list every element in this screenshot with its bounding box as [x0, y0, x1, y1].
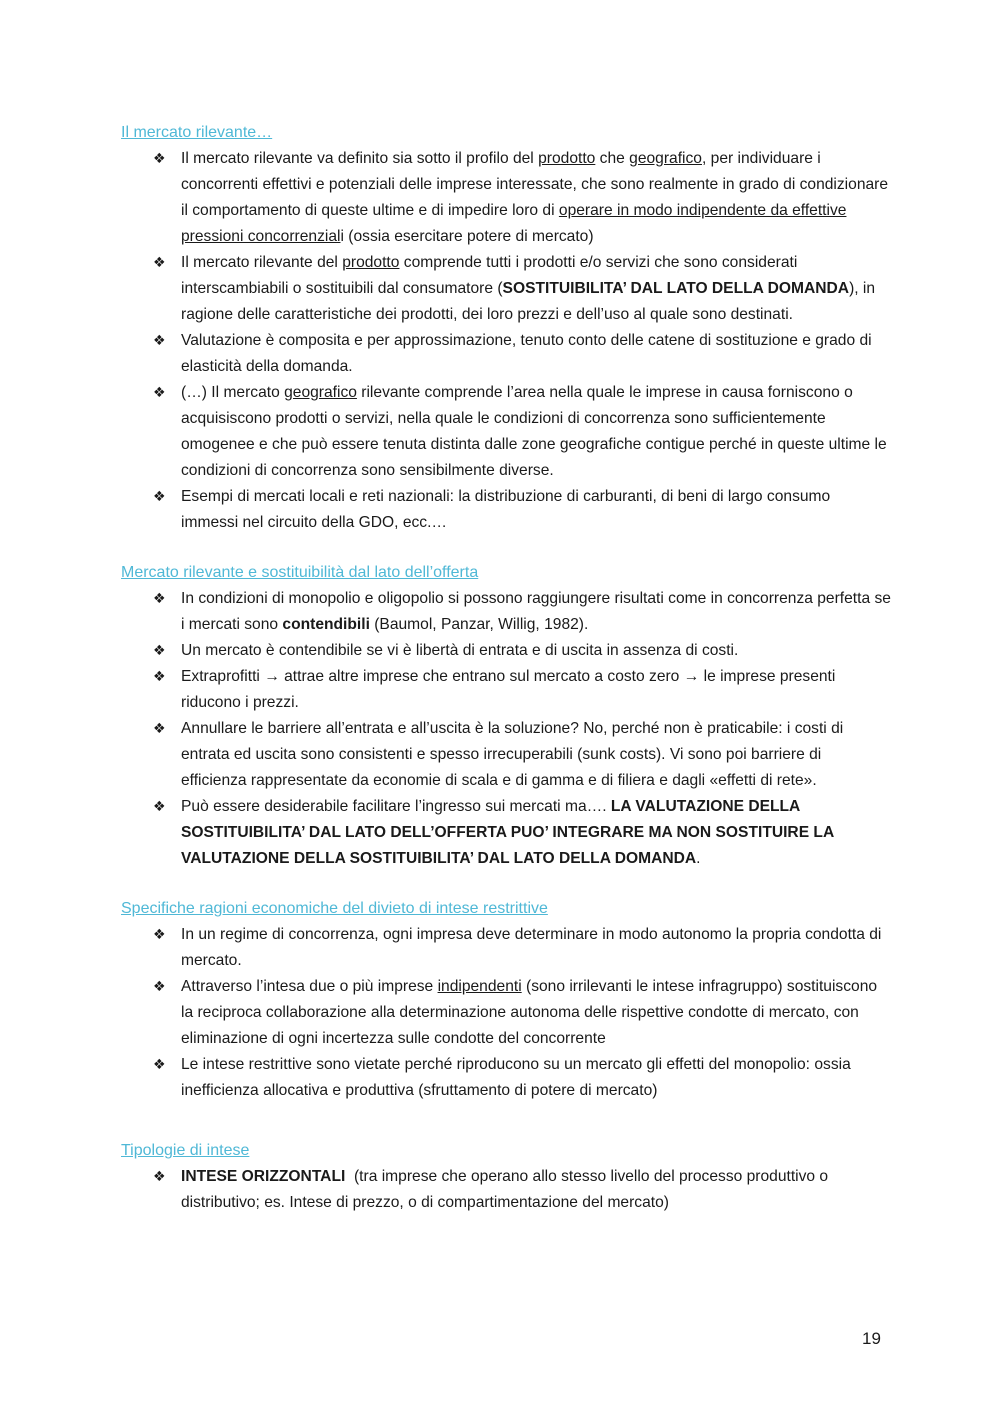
bullet-list [121, 922, 891, 1104]
page-number: 19 [862, 1329, 881, 1348]
section-title: Tipologie di intese [121, 1142, 250, 1159]
bold-term: INTESE ORIZZONTALI [181, 1168, 346, 1185]
bullet-list [121, 586, 891, 872]
diamond-bullet-icon: ❖ [153, 979, 166, 995]
list-item: ❖ Un mercato è contendibile se vi è libertà di entrata e di uscita in assenza di costi. [121, 638, 891, 664]
diamond-bullet-icon: ❖ [153, 927, 166, 943]
underlined-term: operare in modo indipendente da effettive pressioni concorrenzial [181, 202, 847, 245]
bold-term: contendibili [282, 616, 370, 633]
list-item: ❖ In condizioni di monopolio e oligopolio si possono raggiungere risultati come in concorrenza perfetta se i mercati sono contendibili (Baumol, Panzar, Willig, 1982). [121, 586, 891, 638]
section-ragioni-economiche [121, 896, 891, 1104]
section-tipologie-intese [121, 1138, 891, 1216]
diamond-bullet-icon: ❖ [153, 1057, 166, 1073]
list-item: ❖ Extraprofitti → attrae altre imprese che entrano sul mercato a costo zero → le imprese presenti riducono i prezzi. [121, 664, 891, 716]
diamond-bullet-icon: ❖ [153, 643, 166, 659]
bullet-list [121, 1164, 891, 1216]
list-item: ❖ Può essere desiderabile facilitare l’ingresso sui mercati ma…. LA VALUTAZIONE DELLA SOSTITUIBILITA’ DAL LATO DELL’OFFERTA PUO’ INTEGRARE MA NON SOSTITUIRE LA VALUTAZIONE DELLA SOSTITUIBILITA’ DAL LATO DELLA DOMANDA. [121, 794, 891, 872]
bullet-list [121, 146, 891, 536]
bold-term: SOSTITUIBILITA’ DAL LATO DELLA DOMANDA [502, 280, 850, 297]
list-item: ❖ Il mercato rilevante del prodotto comprende tutti i prodotti e/o servizi che sono considerati interscambiabili o sostituibili dal consumatore (SOSTITUIBILITA’ DAL LATO DELLA DOMANDA), in ragione delle caratteristiche dei prodotti, dei loro prezzi e dell’uso al quale sono destinati. [121, 250, 891, 328]
diamond-bullet-icon: ❖ [153, 151, 166, 167]
section-title: Specifiche ragioni economiche del divieto di intese restrittive [121, 900, 548, 917]
list-item: ❖ Valutazione è composita e per approssimazione, tenuto conto delle catene di sostituzione e grado di elasticità della domanda. [121, 328, 891, 380]
list-item: ❖ Il mercato rilevante va definito sia sotto il profilo del prodotto che geografico, per individuare i concorrenti effettivi e potenziali delle imprese interessate, che sono realmente in grado di condizionare il comportamento di queste ultime e di impedire loro di operare in modo indipendente da effettive pressioni concorrenziali (ossia esercitare potere di mercato) [121, 146, 891, 250]
list-item: ❖ In un regime di concorrenza, ogni impresa deve determinare in modo autonomo la propria condotta di mercato. [121, 922, 891, 974]
bold-term: LA VALUTAZIONE DELLA SOSTITUIBILITA’ DAL LATO DELL’OFFERTA PUO’ INTEGRARE MA NON SOSTITUIRE LA VALUTAZIONE DELLA SOSTITUIBILITA’ DAL LATO DELLA DOMANDA [181, 798, 834, 867]
diamond-bullet-icon: ❖ [153, 669, 166, 685]
list-item: ❖ INTESE ORIZZONTALI (tra imprese che operano allo stesso livello del processo produttivo o distributivo; es. Intese di prezzo, o di compartimentazione del mercato) [121, 1164, 891, 1216]
section-mercato-rilevante [121, 120, 891, 536]
underlined-term: indipendenti [437, 978, 522, 995]
section-sostituibilita-offerta [121, 560, 891, 872]
diamond-bullet-icon: ❖ [153, 255, 166, 271]
underlined-term: geografico [284, 384, 357, 401]
underlined-term: prodotto [342, 254, 400, 271]
document-page [121, 120, 891, 1240]
diamond-bullet-icon: ❖ [153, 333, 166, 349]
underlined-term: geografico [629, 150, 702, 167]
diamond-bullet-icon: ❖ [153, 1169, 166, 1185]
diamond-bullet-icon: ❖ [153, 385, 166, 401]
diamond-bullet-icon: ❖ [153, 721, 166, 737]
list-item: ❖ (…) Il mercato geografico rilevante comprende l’area nella quale le imprese in causa forniscono o acquisiscono prodotti o servizi, nella quale le condizioni di concorrenza sono sufficientemente omogenee e che può essere tenuta distinta dalle zone geografiche contigue perché in queste ultime le condizioni di concorrenza sono sensibilmente diverse. [121, 380, 891, 484]
list-item: ❖ Attraverso l’intesa due o più imprese indipendenti (sono irrilevanti le intese infragruppo) sostituiscono la reciproca collaborazione alla determinazione autonoma delle rispettive condotte di mercato, con eliminazione di ogni incertezza sulle condotte del concorrente [121, 974, 891, 1052]
diamond-bullet-icon: ❖ [153, 799, 166, 815]
list-item: ❖ Esempi di mercati locali e reti nazionali: la distribuzione di carburanti, di beni di largo consumo immessi nel circuito della GDO, ecc.… [121, 484, 891, 536]
list-item: ❖ Le intese restrittive sono vietate perché riproducono su un mercato gli effetti del monopolio: ossia inefficienza allocativa e produttiva (sfruttamento di potere di mercato) [121, 1052, 891, 1104]
list-item: ❖ Annullare le barriere all’entrata e all’uscita è la soluzione? No, perché non è praticabile: i costi di entrata ed uscita sono consistenti e spesso irrecuperabili (sunk costs). Vi sono poi barriere di efficienza rappresentate da economie di scala e di gamma e di filiera e dagli «effetti di rete». [121, 716, 891, 794]
diamond-bullet-icon: ❖ [153, 489, 166, 505]
underlined-term: prodotto [538, 150, 596, 167]
diamond-bullet-icon: ❖ [153, 591, 166, 607]
section-title: Mercato rilevante e sostituibilità dal lato dell’offerta [121, 564, 479, 581]
section-title: Il mercato rilevante… [121, 124, 273, 141]
